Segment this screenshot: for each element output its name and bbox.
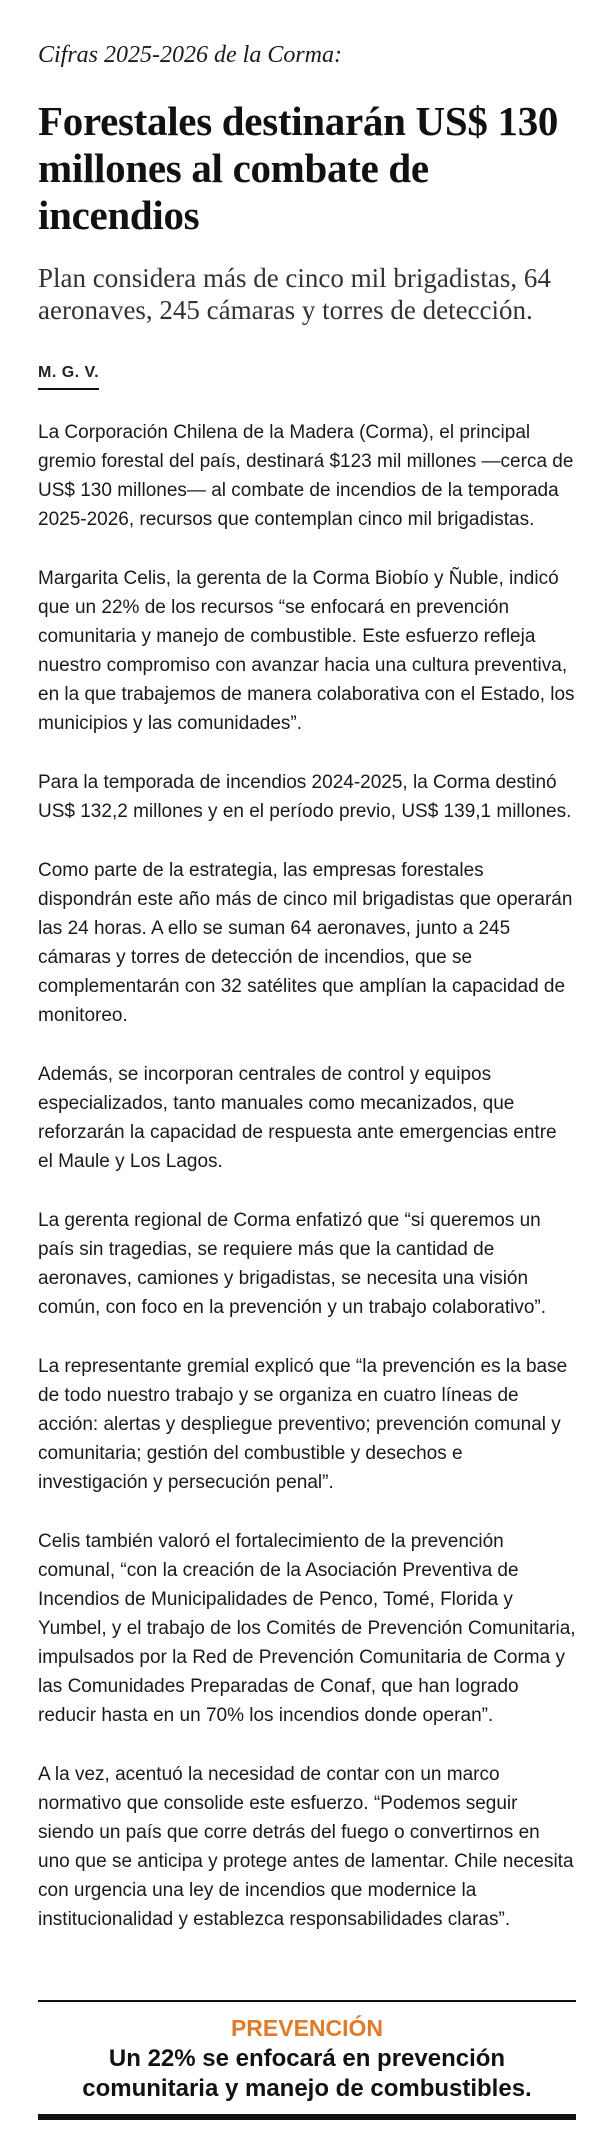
article-headline: Forestales destinarán US$ 130 millones al combate de incendios (38, 98, 559, 238)
article-subhead: Plan considera más de cinco mil brigadistas, 64 aeronaves, 245 cámaras y torres de detección. (38, 263, 551, 325)
article-body (38, 418, 576, 1964)
body-paragraph: La representante gremial explicó que “la prevención es la base de todo nuestro trabajo y se organiza en cuatro líneas de acción: alertas y despliegue preventivo; prevención comunal y comunitaria; gestión del combustible y desechos e investigación y persecución penal”. (38, 1356, 568, 1493)
article-byline: M. G. V. (38, 362, 99, 390)
body-paragraph: Como parte de la estrategia, las empresas forestales dispondrán este año más de cinco mil brigadistas que operarán las 24 horas. A ello se suman 64 aeronaves, junto a 245 cámaras y torres de detección de incendios, que se complementarán con 32 satélites que amplían la capacidad de monitoreo. (38, 860, 573, 1026)
body-paragraph: La Corporación Chilena de la Madera (Corma), el principal gremio forestal del país, destinará $123 mil millones —cerca de US$ 130 millones— al combate de incendios de la temporada 2025-2026, recursos que contemplan cinco mil brigadistas. (38, 422, 574, 530)
pull-quote-callout (38, 2000, 576, 2120)
callout-label: PREVENCIÓN (230, 2015, 384, 2041)
body-paragraph: Margarita Celis, la gerenta de la Corma Biobío y Ñuble, indicó que un 22% de los recursos “se enfocará en prevención comunitaria y manejo de combustible. Este esfuerzo refleja nuestro compromiso con avanzar hacia una cultura preventiva, en la que trabajemos de manera colaborativa con el Estado, los municipios y las comunidades”. (38, 568, 575, 734)
body-paragraph: La gerenta regional de Corma enfatizó que “si queremos un país sin tragedias, se requiere más que la cantidad de aeronaves, camiones y brigadistas, se necesita una visión común, con foco en la prevención y un trabajo colaborativo”. (38, 1210, 547, 1318)
body-paragraph: A la vez, acentuó la necesidad de contar con un marco normativo que consolide este esfuerzo. “Podemos seguir siendo un país que corre detrás del fuego o convertirnos en uno que se anticipa y protege antes de lamentar. Chile necesita con urgencia una ley de incendios que modernice la institucionalidad y establezca responsabilidades claras”. (38, 1764, 574, 1930)
body-paragraph: Además, se incorporan centrales de control y equipos especializados, tanto manuales como mecanizados, que reforzarán la capacidad de respuesta ante emergencias entre el Maule y Los Lagos. (38, 1064, 557, 1172)
body-paragraph: Celis también valoró el fortalecimiento de la prevención comunal, “con la creación de la Asociación Preventiva de Incendios de Municipalidades de Penco, Tomé, Florida y Yumbel, y el trabajo de los Comités de Prevención Comunitaria, impulsados por la Red de Prevención Comunitaria de Corma y las Comunidades Preparadas de Conaf, que han logrado reducir hasta en un 70% los incendios donde operan”. (38, 1531, 576, 1726)
callout-text: Un 22% se enfocará en prevención comunitaria y manejo de combustibles. (82, 2045, 532, 2102)
article-kicker: Cifras 2025-2026 de la Corma: (38, 42, 343, 68)
body-paragraph: Para la temporada de incendios 2024-2025, la Corma destinó US$ 132,2 millones y en el período previo, US$ 139,1 millones. (38, 772, 572, 822)
